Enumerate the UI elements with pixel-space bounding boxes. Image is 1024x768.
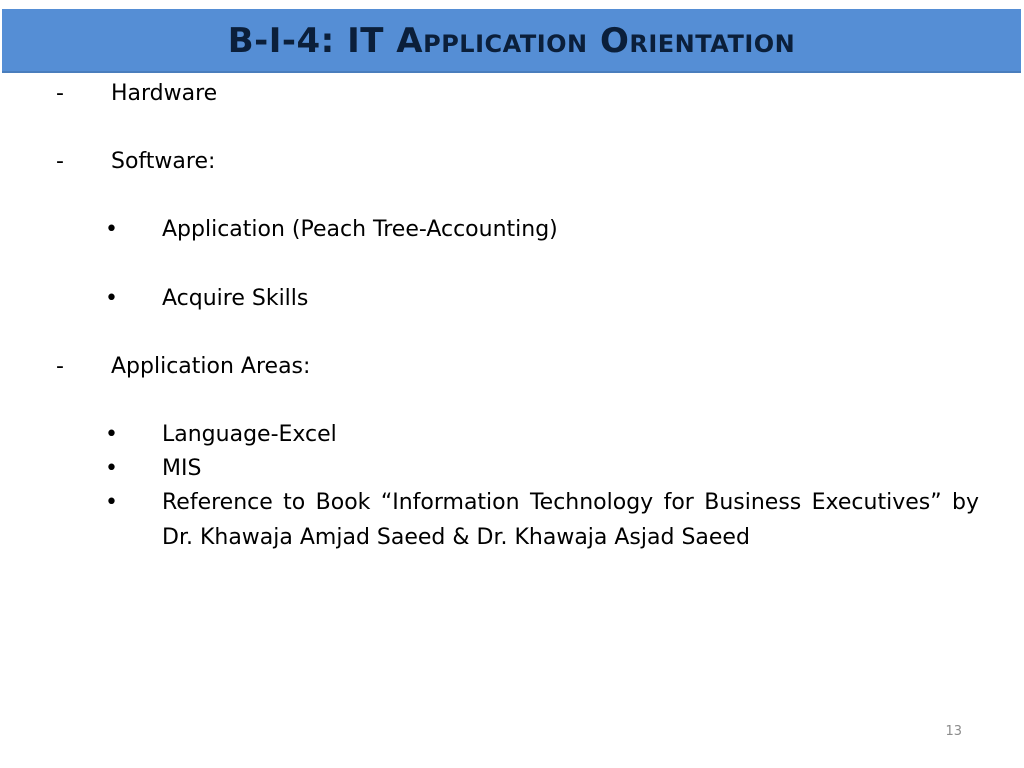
- list-item-reference: Reference to Book “Information Technology for Business Executives” by Dr. Khawaja Amjad Saeed & Dr. Khawaja Asjad Saeed: [162, 490, 979, 550]
- dash-marker: -: [56, 81, 64, 106]
- page-number: 13: [945, 724, 962, 739]
- bullet-marker: •: [105, 217, 118, 242]
- title-bar: [2, 9, 1021, 73]
- list-item-application-areas: Application Areas:: [111, 354, 311, 379]
- list-item-software: Software:: [111, 149, 216, 174]
- dash-marker: -: [56, 354, 64, 379]
- list-item-hardware: Hardware: [111, 81, 218, 106]
- list-item-application: Application (Peach Tree-Accounting): [162, 217, 558, 242]
- slide-title-prefix: B-I-4: IT: [227, 21, 397, 61]
- list-item-language-excel: Language-Excel: [162, 422, 337, 447]
- bullet-marker: •: [105, 490, 118, 515]
- list-item-mis: MIS: [162, 456, 202, 481]
- slide-title: [228, 21, 796, 61]
- bullet-marker: •: [105, 456, 118, 481]
- bullet-marker: •: [105, 286, 118, 311]
- bullet-marker: •: [105, 422, 118, 447]
- slide-title-rest: Application Orientation: [396, 21, 796, 61]
- dash-marker: -: [56, 149, 64, 174]
- list-item-acquire-skills: Acquire Skills: [162, 286, 309, 311]
